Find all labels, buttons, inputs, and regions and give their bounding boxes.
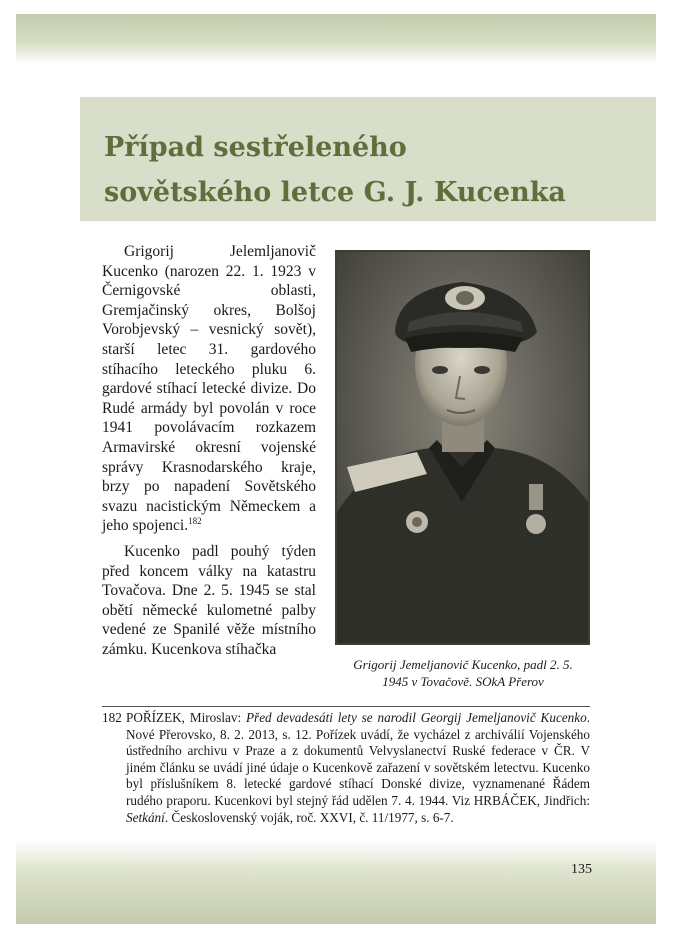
footnote-work-title: Setkání	[126, 809, 165, 825]
footnote-ref[interactable]: 182	[188, 516, 202, 527]
footnote-work-title: Před devadesáti lety se narodil Georgij Jemeljanovič Kucenko	[246, 710, 587, 725]
footnote-number: 182	[102, 710, 122, 725]
page-number: 135	[571, 862, 592, 877]
header-band	[16, 14, 656, 64]
portrait-illustration	[337, 252, 588, 643]
paragraph	[102, 542, 316, 660]
paragraph-text: Grigorij Jelemljanovič Kucenko (narozen 22. 1. 1923 v Černigovské oblasti, Gremjačinský okres, Bolšoj Vorobjevský – vesnický sovět), starší letec 31. gardového stíhacího leteckého pluku 6. gardové stíhací letecké divize. Do Rudé armády byl povolán v roce 1941 povolávacím rozkazem Armavirské okresní vojenské správy Krasnodarského kraje, brzy po napadení Sovětského svazu nacistickým Německem a jeho spojenci.	[102, 243, 316, 535]
footer-band	[16, 840, 656, 924]
footnote	[102, 710, 590, 826]
body-text	[102, 242, 316, 665]
footnote-text: . Československý voják, roč. XXVI, č. 11/1977, s. 6-7.	[164, 809, 454, 825]
footnote-body	[126, 710, 590, 826]
footnote-author: POŘÍZEK, Miroslav:	[126, 710, 246, 725]
portrait-photo	[335, 250, 590, 645]
footnote-divider	[102, 706, 590, 707]
paragraph	[102, 242, 316, 536]
chapter-title: Případ sestřeleného sovětského letce G. J. Kucenka	[104, 132, 566, 208]
chapter-title-box	[80, 97, 656, 221]
photo-caption: Grigorij Jemeljanovič Kucenko, padl 2. 5. 1945 v Tovačově. SOkA Přerov	[353, 657, 573, 689]
footnote-text: . Nové Přerovsko, 8. 2. 2013, s. 12. Pořízek uvádí, že vycházel z archiválií Vojenského ústředního archivu v Praze a z dokumentů Velvyslanectví Ruské federace v ČR. V jiném článku se uvádí jiné údaje o Kucenkově zařazení v sovětském letectvu. Kucenko byl příslušníkem 8. letecké gardové stíhací Donské divize, vyznamenané Řádem rudého praporu. Kucenkovi byl stejný řád udělen 7. 4. 1944. Viz HRBÁČEK, Jindřich:	[126, 710, 590, 808]
paragraph-text: Kucenko padl pouhý týden před koncem války na katastru Tovačova. Dne 2. 5. 1945 se stal obětí německé kulometné palby vedené ze Spanilé věže místního zámku. Kucenkova stíhačka	[102, 542, 316, 658]
